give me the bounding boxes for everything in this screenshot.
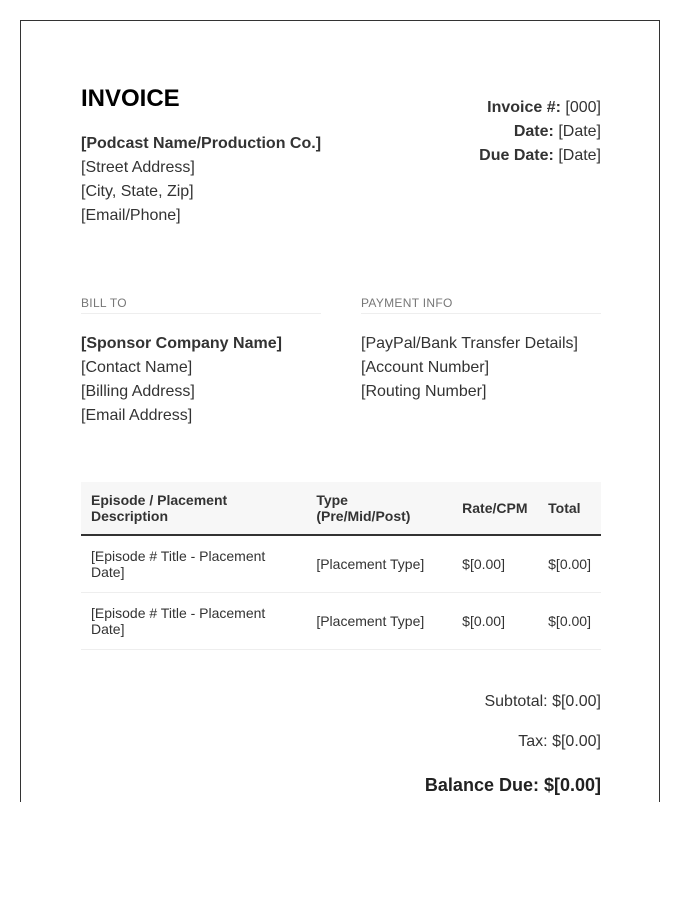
invoice-due-label: Due Date: <box>479 147 554 164</box>
sender-street: [Street Address] <box>81 159 195 176</box>
invoice-number-line <box>479 96 601 120</box>
bill-to-address: [Billing Address] <box>81 383 195 400</box>
row-type: [Placement Type] <box>306 593 452 650</box>
invoice-date-line <box>479 120 601 144</box>
sender-city: [City, State, Zip] <box>81 183 194 200</box>
tax: Tax: $[0.00] <box>518 733 601 750</box>
sender-contact: [Email/Phone] <box>81 207 181 224</box>
totals-block <box>425 690 601 797</box>
payment-info-section <box>361 296 601 404</box>
payment-account: [Account Number] <box>361 359 490 376</box>
payment-method: [PayPal/Bank Transfer Details] <box>361 335 578 352</box>
sender-name: [Podcast Name/Production Co.] <box>81 135 322 152</box>
subtotal: Subtotal: $[0.00] <box>484 693 601 710</box>
invoice-due-line <box>479 144 601 168</box>
invoice-number-label: Invoice #: <box>487 99 561 116</box>
payment-routing: [Routing Number] <box>361 383 487 400</box>
table-row <box>81 535 601 593</box>
column-header-type: Type (Pre/Mid/Post) <box>316 492 411 524</box>
bill-to-contact: [Contact Name] <box>81 359 193 376</box>
invoice-due-value: [Date] <box>558 147 601 164</box>
bill-to-email: [Email Address] <box>81 407 193 424</box>
payment-info-heading: PAYMENT INFO <box>361 296 601 314</box>
row-rate: $[0.00] <box>452 593 538 650</box>
bill-to-section <box>81 296 321 428</box>
row-total: $[0.00] <box>538 535 601 593</box>
invoice-number-value: [000] <box>565 99 601 116</box>
sender-block <box>81 132 321 228</box>
column-header-rate: Rate/CPM <box>462 500 528 516</box>
row-description: [Episode # Title - Placement Date] <box>81 535 306 593</box>
balance-due: Balance Due: $[0.00] <box>424 775 601 795</box>
table-header-row <box>81 482 601 535</box>
row-rate: $[0.00] <box>452 535 538 593</box>
bill-to-heading: BILL TO <box>81 296 321 314</box>
bill-to-company: [Sponsor Company Name] <box>81 335 282 352</box>
column-header-total: Total <box>548 500 581 516</box>
invoice-title: INVOICE <box>81 85 180 112</box>
column-header-description: Episode / Placement Description <box>91 492 228 524</box>
row-total: $[0.00] <box>538 593 601 650</box>
invoice-date-label: Date: <box>513 123 554 140</box>
row-description: [Episode # Title - Placement Date] <box>81 593 306 650</box>
line-items-table <box>81 482 601 650</box>
table-row <box>81 593 601 650</box>
invoice-meta <box>479 96 601 168</box>
row-type: [Placement Type] <box>306 535 452 593</box>
invoice-date-value: [Date] <box>558 123 601 140</box>
